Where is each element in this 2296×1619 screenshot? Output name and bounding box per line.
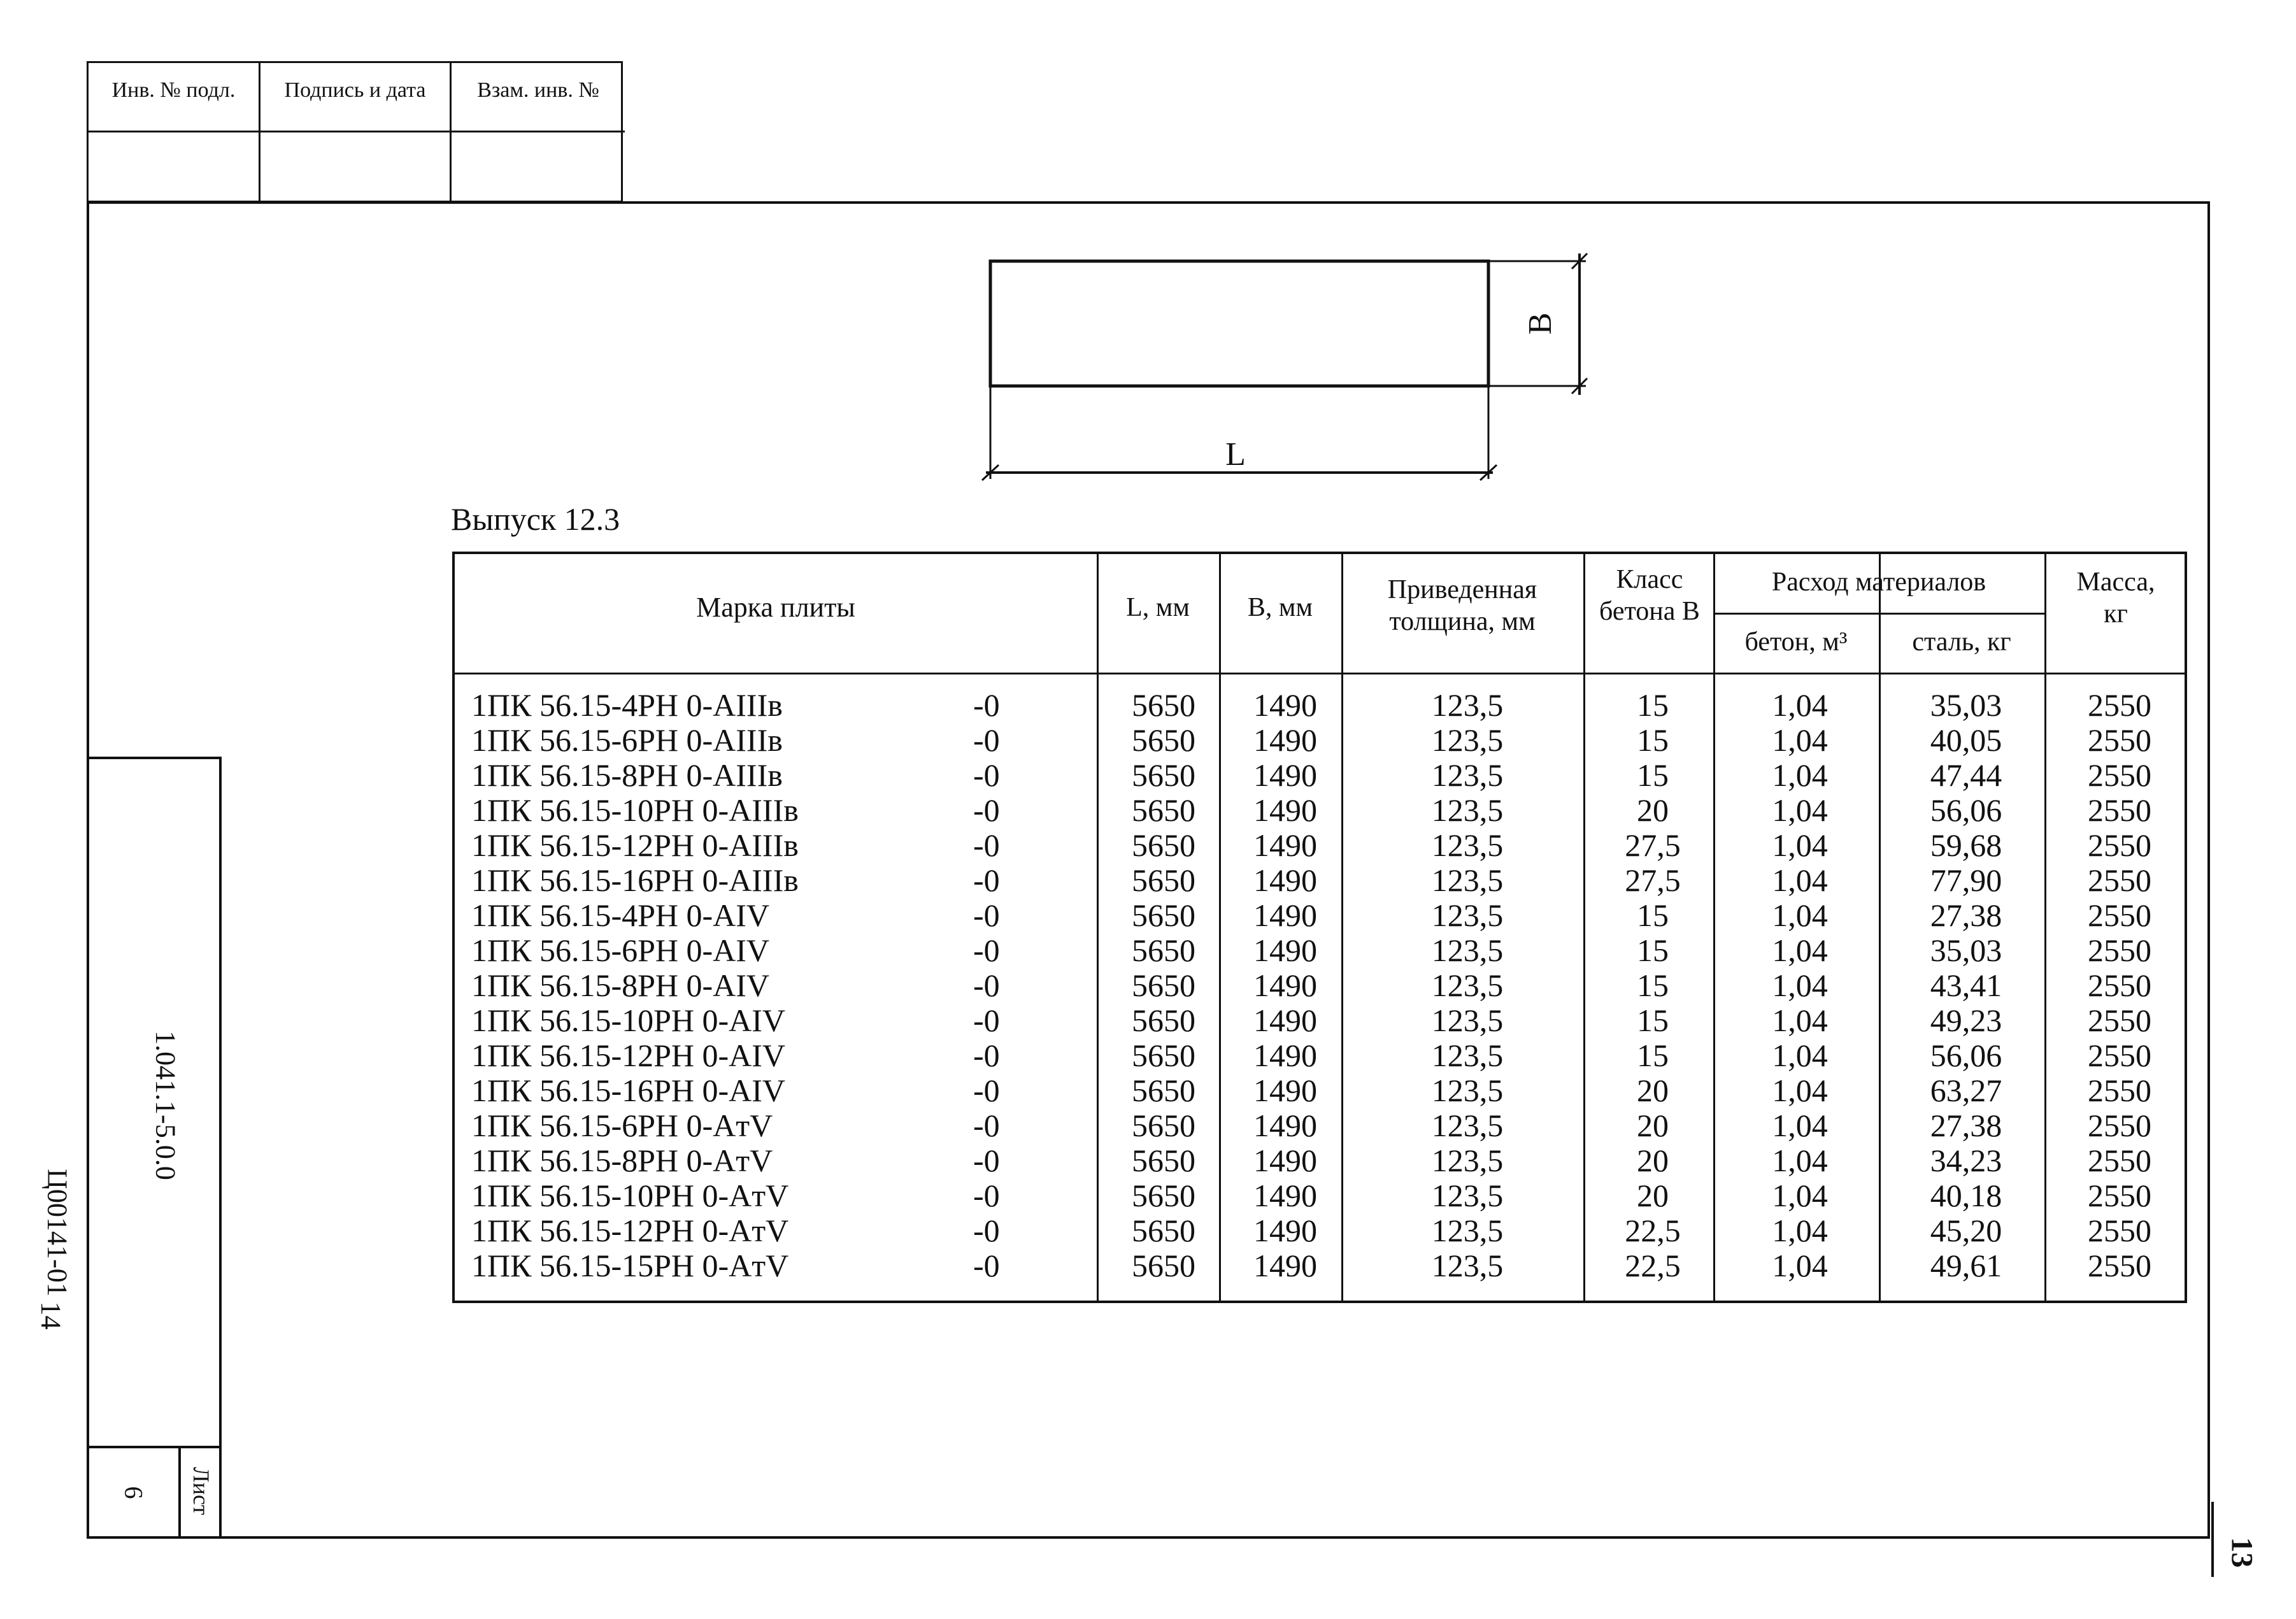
header-width: B, мм — [1247, 593, 1313, 622]
slab-mark-cell: 1ПК 56.15-10РН 0-AIIIв — [471, 792, 799, 828]
header-divider — [455, 673, 2185, 674]
suffix-cell: -0 — [973, 1038, 1000, 1073]
length-cell: 5650 — [1132, 827, 1195, 863]
concrete-class-cell: 20 — [1637, 1073, 1669, 1108]
slab-mark-cell: 1ПК 56.15-12РН 0-AIV — [471, 1038, 786, 1073]
suffix-cell: -0 — [973, 1178, 1000, 1213]
mass-cell: 2550 — [2088, 792, 2151, 828]
header-mass-line2: кг — [2104, 599, 2128, 629]
steel-mass-cell: 27,38 — [1930, 897, 2002, 933]
table-row — [455, 863, 2185, 898]
steel-mass-cell: 27,38 — [1930, 1108, 2002, 1143]
slab-mark-cell: 1ПК 56.15-12РН 0-AтV — [471, 1213, 789, 1248]
slab-mark-cell: 1ПК 56.15-16РН 0-AIIIв — [471, 862, 799, 898]
dimension-label-l: L — [1225, 436, 1246, 473]
mass-cell: 2550 — [2088, 1248, 2151, 1283]
mass-cell: 2550 — [2088, 757, 2151, 793]
mass-cell: 2550 — [2088, 1178, 2151, 1213]
concrete-volume-cell: 1,04 — [1772, 862, 1828, 898]
length-cell: 5650 — [1132, 1038, 1195, 1073]
concrete-class-cell: 15 — [1637, 932, 1669, 968]
suffix-cell: -0 — [973, 862, 1000, 898]
table-row — [455, 723, 2185, 758]
header-materials: Расход материалов — [1771, 567, 1986, 597]
concrete-volume-cell: 1,04 — [1772, 757, 1828, 793]
concrete-class-cell: 20 — [1637, 792, 1669, 828]
stamp-inv-label: Инв. № подл. — [89, 63, 260, 132]
concrete-volume-cell: 1,04 — [1772, 1143, 1828, 1178]
thickness-cell: 123,5 — [1431, 792, 1504, 828]
slab-mark-cell: 1ПК 56.15-10РН 0-AтV — [471, 1178, 789, 1213]
archive-code: Ц00141-01 — [41, 1169, 73, 1297]
mass-cell: 2550 — [2088, 1002, 2151, 1038]
header-mass-line1: Масса, — [2076, 567, 2155, 597]
suffix-cell: -0 — [973, 897, 1000, 933]
steel-mass-cell: 47,44 — [1930, 757, 2002, 793]
approval-stamp — [87, 61, 623, 203]
mass-cell: 2550 — [2088, 827, 2151, 863]
mass-cell: 2550 — [2088, 1038, 2151, 1073]
slab-mark-cell: 1ПК 56.15-6РН 0-AIV — [471, 932, 770, 968]
width-cell: 1490 — [1253, 687, 1317, 723]
thickness-cell: 123,5 — [1431, 967, 1504, 1003]
stamp-replace-label: Взам. инв. № — [452, 63, 625, 132]
concrete-volume-cell: 1,04 — [1772, 1248, 1828, 1283]
suffix-cell: -0 — [973, 792, 1000, 828]
length-cell: 5650 — [1132, 687, 1195, 723]
concrete-class-cell: 15 — [1637, 967, 1669, 1003]
length-cell: 5650 — [1132, 1178, 1195, 1213]
slab-mark-cell: 1ПК 56.15-8РН 0-AтV — [471, 1143, 773, 1178]
length-cell: 5650 — [1132, 967, 1195, 1003]
width-cell: 1490 — [1253, 932, 1317, 968]
sheet-label: Лист — [189, 1467, 214, 1515]
steel-mass-cell: 56,06 — [1930, 792, 2002, 828]
stamp-inv-value — [89, 132, 260, 203]
width-cell: 1490 — [1253, 792, 1317, 828]
length-cell: 5650 — [1132, 1108, 1195, 1143]
thickness-cell: 123,5 — [1431, 687, 1504, 723]
stamp-signature-label: Подпись и дата — [260, 63, 452, 132]
steel-mass-cell: 35,03 — [1930, 687, 2002, 723]
concrete-volume-cell: 1,04 — [1772, 792, 1828, 828]
length-cell: 5650 — [1132, 862, 1195, 898]
width-cell: 1490 — [1253, 897, 1317, 933]
table-row — [455, 1248, 2185, 1283]
stamp-signature-value — [260, 132, 452, 203]
thickness-cell: 123,5 — [1431, 757, 1504, 793]
width-cell: 1490 — [1253, 1002, 1317, 1038]
thickness-cell: 123,5 — [1431, 1248, 1504, 1283]
slab-mark-cell: 1ПК 56.15-10РН 0-AIV — [471, 1002, 786, 1038]
width-cell: 1490 — [1253, 1178, 1317, 1213]
concrete-class-cell: 22,5 — [1625, 1213, 1681, 1248]
page-number: 13 — [2225, 1537, 2259, 1568]
slab-mark-cell: 1ПК 56.15-12РН 0-AIIIв — [471, 827, 799, 863]
width-cell: 1490 — [1253, 757, 1317, 793]
slab-mark-cell: 1ПК 56.15-15РН 0-AтV — [471, 1248, 789, 1283]
header-class-line2: бетона B — [1599, 597, 1700, 626]
length-cell: 5650 — [1132, 1073, 1195, 1108]
materials-subheader-divider — [1713, 613, 2044, 615]
archive-page: 14 — [35, 1301, 67, 1330]
concrete-volume-cell: 1,04 — [1772, 897, 1828, 933]
width-cell: 1490 — [1253, 967, 1317, 1003]
slab-mark-cell: 1ПК 56.15-8РН 0-AIV — [471, 967, 770, 1003]
width-cell: 1490 — [1253, 827, 1317, 863]
mass-cell: 2550 — [2088, 687, 2151, 723]
header-length: L, мм — [1126, 593, 1190, 622]
concrete-volume-cell: 1,04 — [1772, 722, 1828, 758]
slab-table — [452, 552, 2187, 1303]
slab-mark-cell: 1ПК 56.15-4РН 0-AIIIв — [471, 687, 783, 723]
slab-mark-cell: 1ПК 56.15-6РН 0-AтV — [471, 1108, 773, 1143]
thickness-cell: 123,5 — [1431, 1002, 1504, 1038]
concrete-class-cell: 27,5 — [1625, 862, 1681, 898]
mass-cell: 2550 — [2088, 1073, 2151, 1108]
header-mark: Марка плиты — [696, 592, 855, 623]
concrete-class-cell: 22,5 — [1625, 1248, 1681, 1283]
concrete-class-cell: 15 — [1637, 1002, 1669, 1038]
steel-mass-cell: 77,90 — [1930, 862, 2002, 898]
thickness-cell: 123,5 — [1431, 722, 1504, 758]
table-row — [455, 1003, 2185, 1038]
suffix-cell: -0 — [973, 1002, 1000, 1038]
concrete-class-cell: 15 — [1637, 1038, 1669, 1073]
steel-mass-cell: 40,18 — [1930, 1178, 2002, 1213]
thickness-cell: 123,5 — [1431, 1213, 1504, 1248]
header-steel: сталь, кг — [1912, 627, 2011, 657]
table-row — [455, 758, 2185, 793]
width-cell: 1490 — [1253, 862, 1317, 898]
thickness-cell: 123,5 — [1431, 897, 1504, 933]
steel-mass-cell: 56,06 — [1930, 1038, 2002, 1073]
concrete-class-cell: 20 — [1637, 1143, 1669, 1178]
mass-cell: 2550 — [2088, 932, 2151, 968]
table-row — [455, 933, 2185, 968]
length-cell: 5650 — [1132, 897, 1195, 933]
concrete-class-cell: 15 — [1637, 687, 1669, 723]
mass-cell: 2550 — [2088, 862, 2151, 898]
suffix-cell: -0 — [973, 1143, 1000, 1178]
sheet-number: 6 — [119, 1486, 148, 1499]
table-row — [455, 1108, 2185, 1143]
width-cell: 1490 — [1253, 1213, 1317, 1248]
table-body — [455, 688, 2185, 1283]
slab-mark-cell: 1ПК 56.15-6РН 0-AIIIв — [471, 722, 783, 758]
steel-mass-cell: 63,27 — [1930, 1073, 2002, 1108]
slab-mark-cell: 1ПК 56.15-4РН 0-AIV — [471, 897, 770, 933]
table-row — [455, 1178, 2185, 1213]
concrete-volume-cell: 1,04 — [1772, 687, 1828, 723]
header-class-line1: Класс — [1616, 565, 1683, 594]
concrete-volume-cell: 1,04 — [1772, 1178, 1828, 1213]
thickness-cell: 123,5 — [1431, 1038, 1504, 1073]
suffix-cell: -0 — [973, 932, 1000, 968]
concrete-class-cell: 20 — [1637, 1178, 1669, 1213]
dimension-label-b: B — [1522, 312, 1558, 335]
header-thickness-line1: Приведенная — [1387, 575, 1537, 604]
steel-mass-cell: 35,03 — [1930, 932, 2002, 968]
mass-cell: 2550 — [2088, 1143, 2151, 1178]
table-row — [455, 898, 2185, 933]
concrete-class-cell: 20 — [1637, 1108, 1669, 1143]
steel-mass-cell: 49,23 — [1930, 1002, 2002, 1038]
length-cell: 5650 — [1132, 722, 1195, 758]
steel-mass-cell: 45,20 — [1930, 1213, 2002, 1248]
slab-mark-cell: 1ПК 56.15-16РН 0-AIV — [471, 1073, 786, 1108]
page-number-divider — [2211, 1502, 2214, 1577]
mass-cell: 2550 — [2088, 897, 2151, 933]
steel-mass-cell: 34,23 — [1930, 1143, 2002, 1178]
slab-sketch — [974, 242, 1611, 497]
suffix-cell: -0 — [973, 1073, 1000, 1108]
length-cell: 5650 — [1132, 1002, 1195, 1038]
concrete-volume-cell: 1,04 — [1772, 932, 1828, 968]
slab-mark-cell: 1ПК 56.15-8РН 0-AIIIв — [471, 757, 783, 793]
concrete-volume-cell: 1,04 — [1772, 827, 1828, 863]
length-cell: 5650 — [1132, 757, 1195, 793]
concrete-volume-cell: 1,04 — [1772, 967, 1828, 1003]
table-row — [455, 828, 2185, 863]
stamp-replace-value — [452, 132, 625, 203]
width-cell: 1490 — [1253, 1248, 1317, 1283]
length-cell: 5650 — [1132, 1248, 1195, 1283]
thickness-cell: 123,5 — [1431, 1178, 1504, 1213]
steel-mass-cell: 49,61 — [1930, 1248, 2002, 1283]
suffix-cell: -0 — [973, 1108, 1000, 1143]
table-row — [455, 793, 2185, 828]
thickness-cell: 123,5 — [1431, 862, 1504, 898]
suffix-cell: -0 — [973, 1248, 1000, 1283]
slab-outline — [990, 261, 1488, 386]
concrete-volume-cell: 1,04 — [1772, 1002, 1828, 1038]
mass-cell: 2550 — [2088, 1213, 2151, 1248]
width-cell: 1490 — [1253, 1038, 1317, 1073]
steel-mass-cell: 59,68 — [1930, 827, 2002, 863]
thickness-cell: 123,5 — [1431, 827, 1504, 863]
document-code: 1.041.1-5.0.0 — [150, 1031, 182, 1180]
suffix-cell: -0 — [973, 757, 1000, 793]
concrete-class-cell: 15 — [1637, 897, 1669, 933]
mass-cell: 2550 — [2088, 722, 2151, 758]
thickness-cell: 123,5 — [1431, 1073, 1504, 1108]
suffix-cell: -0 — [973, 722, 1000, 758]
concrete-volume-cell: 1,04 — [1772, 1108, 1828, 1143]
thickness-cell: 123,5 — [1431, 1143, 1504, 1178]
steel-mass-cell: 43,41 — [1930, 967, 2002, 1003]
width-cell: 1490 — [1253, 1143, 1317, 1178]
concrete-class-cell: 15 — [1637, 722, 1669, 758]
suffix-cell: -0 — [973, 967, 1000, 1003]
concrete-volume-cell: 1,04 — [1772, 1038, 1828, 1073]
mass-cell: 2550 — [2088, 967, 2151, 1003]
width-cell: 1490 — [1253, 722, 1317, 758]
length-cell: 5650 — [1132, 1213, 1195, 1248]
concrete-volume-cell: 1,04 — [1772, 1073, 1828, 1108]
width-cell: 1490 — [1253, 1108, 1317, 1143]
steel-mass-cell: 40,05 — [1930, 722, 2002, 758]
suffix-cell: -0 — [973, 1213, 1000, 1248]
header-thickness-line2: толщина, мм — [1389, 607, 1536, 636]
table-row — [455, 1038, 2185, 1073]
series-title: Выпуск 12.3 — [451, 501, 620, 537]
thickness-cell: 123,5 — [1431, 932, 1504, 968]
concrete-class-cell: 27,5 — [1625, 827, 1681, 863]
concrete-class-cell: 15 — [1637, 757, 1669, 793]
table-row — [455, 1213, 2185, 1248]
length-cell: 5650 — [1132, 792, 1195, 828]
table-row — [455, 688, 2185, 723]
suffix-cell: -0 — [973, 687, 1000, 723]
suffix-cell: -0 — [973, 827, 1000, 863]
header-concrete: бетон, м³ — [1744, 627, 1848, 657]
length-cell: 5650 — [1132, 1143, 1195, 1178]
mass-cell: 2550 — [2088, 1108, 2151, 1143]
table-row — [455, 1073, 2185, 1108]
concrete-volume-cell: 1,04 — [1772, 1213, 1828, 1248]
width-cell: 1490 — [1253, 1073, 1317, 1108]
thickness-cell: 123,5 — [1431, 1108, 1504, 1143]
table-row — [455, 968, 2185, 1003]
sheet-box-divider — [178, 1446, 181, 1539]
length-cell: 5650 — [1132, 932, 1195, 968]
table-row — [455, 1143, 2185, 1178]
